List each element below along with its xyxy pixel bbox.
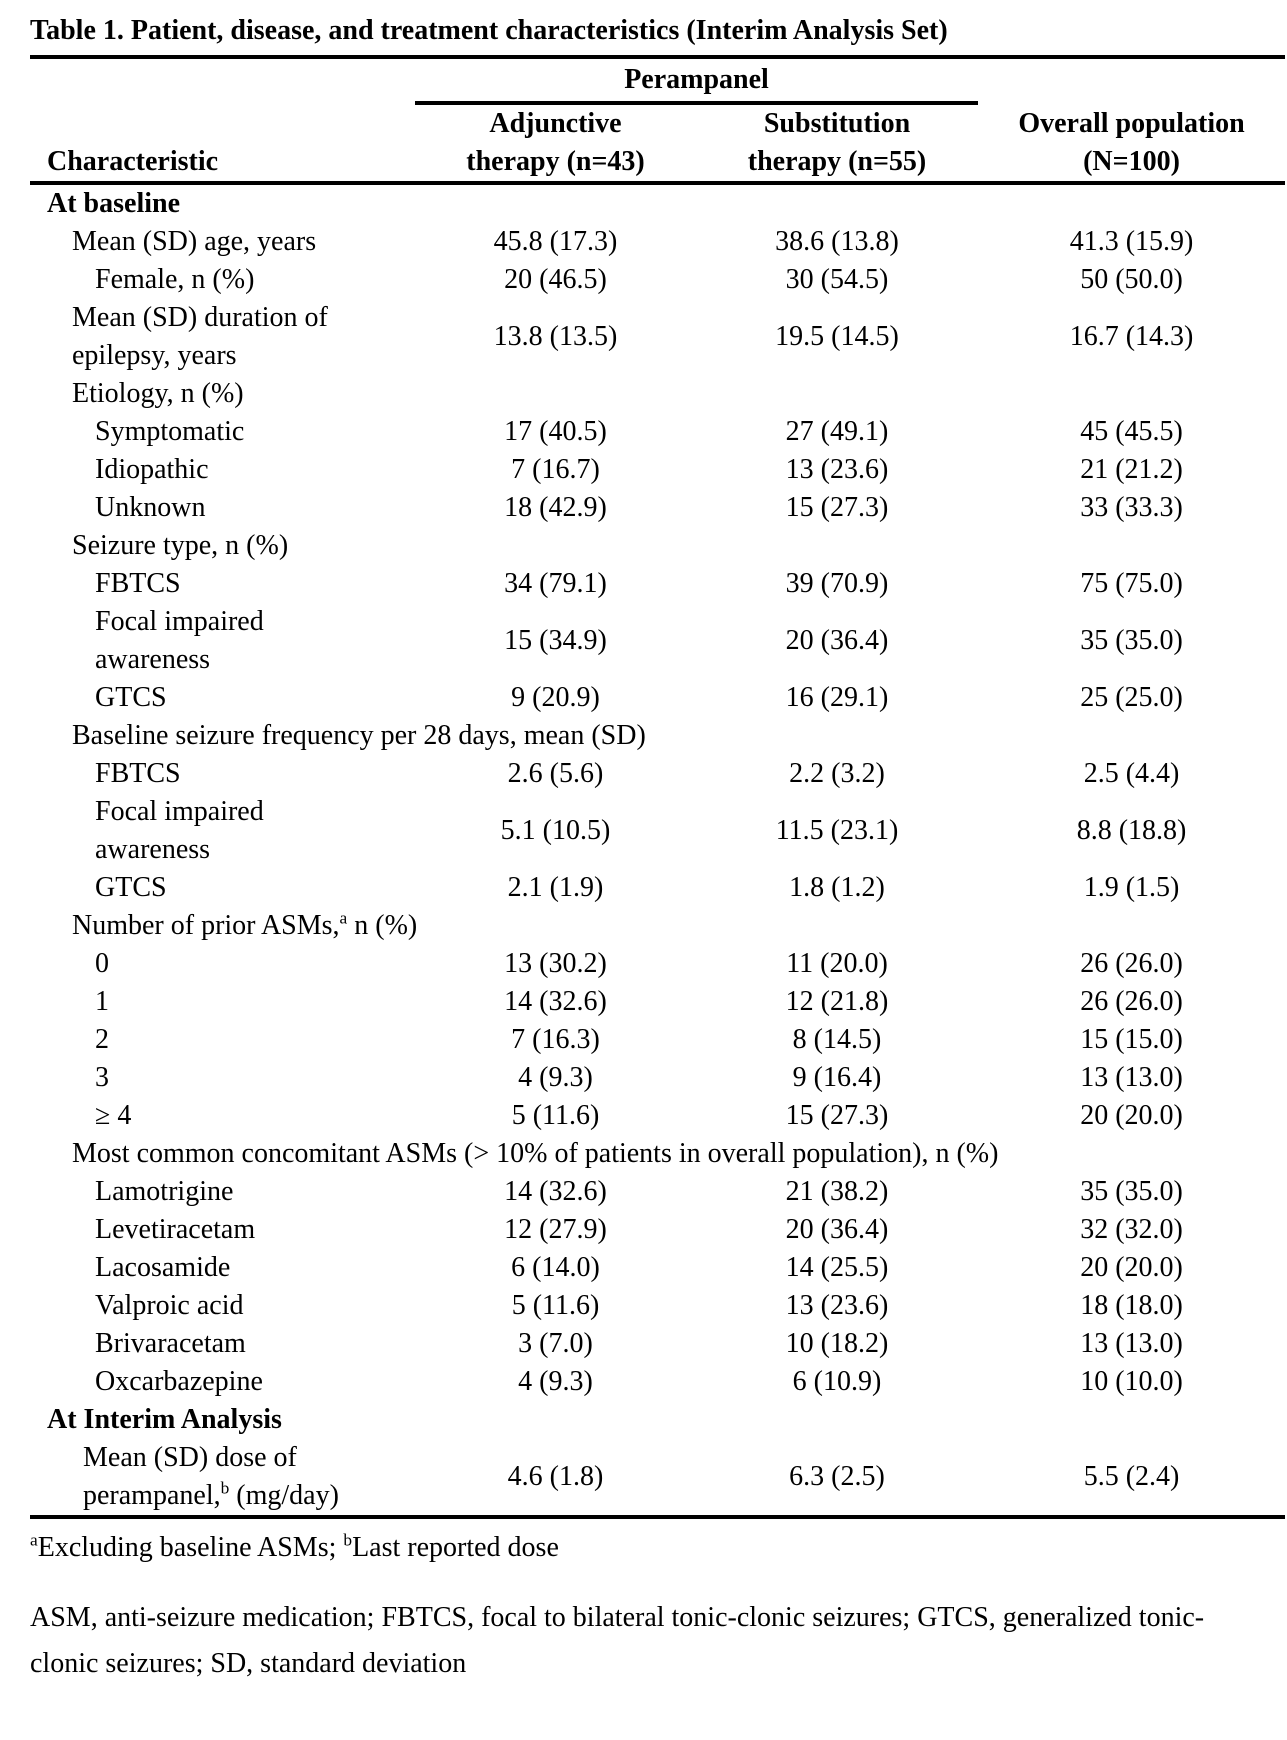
- cell-value: 27 (49.1): [785, 416, 889, 447]
- cell-value: 2.2 (3.2): [789, 758, 885, 789]
- cell-value: 17 (40.5): [504, 416, 607, 447]
- cell-value: 34 (79.1): [504, 568, 607, 599]
- cell-value: 33 (33.3): [1080, 492, 1183, 523]
- cell-value: 21 (21.2): [1080, 454, 1183, 485]
- cell-value: 26 (26.0): [1080, 948, 1183, 979]
- row-label: 3: [95, 1062, 109, 1093]
- cell-value: 12 (21.8): [785, 986, 889, 1017]
- characteristics-table: [30, 55, 1285, 1519]
- table-row: [30, 261, 1285, 299]
- spanner-spacer-left: [30, 57, 415, 103]
- cell-value: 38.6 (13.8): [775, 226, 899, 257]
- cell-value: 12 (27.9): [504, 1214, 607, 1245]
- table-row: [30, 945, 1285, 983]
- footnote-marker-sup: a: [30, 1530, 38, 1550]
- cell-value: 14 (32.6): [504, 1176, 607, 1207]
- row-label: Etiology, n (%): [72, 378, 244, 409]
- row-label: FBTCS: [95, 758, 181, 789]
- row-label: ≥ 4: [95, 1100, 132, 1131]
- overall-line2: (N=100): [1083, 146, 1180, 177]
- table-row: [30, 565, 1285, 603]
- table-row: [30, 1135, 1285, 1173]
- row-label: Oxcarbazepine: [95, 1366, 263, 1397]
- column-header-adjunctive: [415, 103, 696, 183]
- cell-value: 20 (20.0): [1080, 1252, 1183, 1283]
- table-row: [30, 603, 1285, 679]
- table-row: [30, 489, 1285, 527]
- table-row: [30, 907, 1285, 945]
- cell-value: 41.3 (15.9): [1069, 226, 1194, 257]
- row-label: GTCS: [95, 682, 167, 713]
- cell-value: 4 (9.3): [518, 1366, 593, 1397]
- cell-value: 6 (14.0): [511, 1252, 600, 1283]
- table-row: [30, 1211, 1285, 1249]
- cell-value: 2.6 (5.6): [507, 758, 604, 789]
- row-label: Valproic acid: [95, 1290, 244, 1321]
- table-header: [30, 57, 1285, 183]
- cell-value: 10 (10.0): [1080, 1366, 1183, 1397]
- cell-value: 35 (35.0): [1080, 625, 1183, 656]
- row-label: Female, n (%): [95, 264, 255, 295]
- cell-value: 15 (27.3): [785, 492, 889, 523]
- row-label: Mean (SD) age, years: [72, 226, 317, 257]
- cell-value: 14 (32.6): [504, 986, 607, 1017]
- cell-value: 16.7 (14.3): [1069, 321, 1194, 352]
- cell-value: 39 (70.9): [785, 568, 889, 599]
- row-label: Mean (SD) dose of perampanel,$^b$ (mg/day): [83, 1442, 339, 1511]
- row-label: Seizure type, n (%): [72, 530, 289, 561]
- table-row: [30, 679, 1285, 717]
- cell-value: 45.8 (17.3): [493, 226, 618, 257]
- cell-value: 1.8 (1.2): [789, 872, 885, 903]
- cell-value: 75 (75.0): [1080, 568, 1183, 599]
- cell-value: 16 (29.1): [785, 682, 889, 713]
- footnote-marker-sup: b: [343, 1530, 353, 1550]
- cell-value: 5.1 (10.5): [500, 815, 611, 846]
- footnote-markers: $^a$Excluding baseline ASMs; $^b$Last reported dose: [30, 1530, 559, 1563]
- cell-value: 18 (42.9): [504, 492, 607, 523]
- cell-value: 6.3 (2.5): [789, 1461, 885, 1492]
- row-label: Lamotrigine: [95, 1176, 234, 1207]
- cell-value: 18 (18.0): [1080, 1290, 1183, 1321]
- substitution-line1: Substitution: [763, 108, 911, 139]
- row-label: 0: [95, 948, 109, 979]
- spanner-spacer-right: [978, 57, 1285, 103]
- cell-value: 7 (16.7): [511, 454, 600, 485]
- cell-value: 15 (15.0): [1080, 1024, 1183, 1055]
- cell-value: 45 (45.5): [1080, 416, 1183, 447]
- table-row: [30, 1325, 1285, 1363]
- cell-value: 20 (36.4): [785, 1214, 889, 1245]
- cell-value: 19.5 (14.5): [775, 321, 899, 352]
- adjunctive-line1: Adjunctive: [489, 108, 622, 139]
- cell-value: 20 (20.0): [1080, 1100, 1183, 1131]
- table-row: [30, 1249, 1285, 1287]
- cell-value: 25 (25.0): [1080, 682, 1183, 713]
- table-row: [30, 983, 1285, 1021]
- row-label: Levetiracetam: [95, 1214, 256, 1245]
- row-label: Symptomatic: [95, 416, 245, 447]
- row-label: FBTCS: [95, 568, 181, 599]
- cell-value: 20 (36.4): [785, 625, 889, 656]
- row-label: Lacosamide: [95, 1252, 231, 1283]
- perampanel-group-header: Perampanel: [415, 57, 978, 103]
- column-header-substitution: [696, 103, 978, 183]
- row-label: Focal impaired awareness: [95, 606, 264, 675]
- table-row: [30, 1021, 1285, 1059]
- table-row: [30, 223, 1285, 261]
- row-label: At Interim Analysis: [47, 1404, 282, 1435]
- table-row: [30, 717, 1285, 755]
- table-row: [30, 451, 1285, 489]
- row-label: Idiopathic: [95, 454, 209, 485]
- table-title: Table 1. Patient, disease, and treatment characteristics (Interim Analysis Set): [30, 15, 948, 46]
- row-label: At baseline: [47, 188, 180, 219]
- table-row: [30, 413, 1285, 451]
- row-label: Unknown: [95, 492, 206, 523]
- column-header-row: [30, 103, 1285, 183]
- cell-value: 2.1 (1.9): [507, 872, 604, 903]
- table-row: [30, 755, 1285, 793]
- cell-value: 5.5 (2.4): [1083, 1461, 1180, 1492]
- cell-value: 7 (16.3): [511, 1024, 600, 1055]
- footnote-marker-sup: b: [220, 1478, 230, 1498]
- table-row: [30, 183, 1285, 223]
- cell-value: 26 (26.0): [1080, 986, 1183, 1017]
- cell-value: 9 (20.9): [511, 682, 600, 713]
- cell-value: 13 (23.6): [785, 1290, 889, 1321]
- spanner-row: [30, 57, 1285, 103]
- cell-value: 50 (50.0): [1080, 264, 1183, 295]
- table-row: [30, 527, 1285, 565]
- cell-value: 3 (7.0): [518, 1328, 593, 1359]
- row-label: Mean (SD) duration of epilepsy, years: [72, 302, 328, 371]
- table-row: [30, 1401, 1285, 1439]
- row-label: Number of prior ASMs,$^a$ n (%): [72, 908, 418, 941]
- cell-value: 4.6 (1.8): [507, 1461, 604, 1492]
- cell-value: 8.8 (18.8): [1076, 815, 1187, 846]
- cell-value: 15 (34.9): [504, 625, 607, 656]
- overall-line1: Overall population: [1018, 108, 1245, 139]
- cell-value: 1.9 (1.5): [1083, 872, 1180, 903]
- row-label: Brivaracetam: [95, 1328, 246, 1359]
- abbreviations-footnote: ASM, anti-seizure medication; FBTCS, focal to bilateral tonic-clonic seizures; GTCS, generalized tonic-clonic seizures; SD, standard deviation: [30, 1602, 1205, 1679]
- cell-value: 11.5 (23.1): [775, 815, 899, 846]
- cell-value: 8 (14.5): [792, 1024, 882, 1055]
- table-row: [30, 793, 1285, 869]
- cell-value: 35 (35.0): [1080, 1176, 1183, 1207]
- row-label: Focal impaired awareness: [95, 796, 264, 865]
- cell-value: 5 (11.6): [511, 1290, 600, 1321]
- cell-value: 32 (32.0): [1080, 1214, 1183, 1245]
- substitution-line2: therapy (n=55): [747, 146, 927, 177]
- row-label: Most common concomitant ASMs (> 10% of patients in overall population), n (%): [72, 1138, 999, 1169]
- cell-value: 11 (20.0): [786, 948, 888, 979]
- adjunctive-line2: therapy (n=43): [466, 146, 645, 177]
- table-row: [30, 375, 1285, 413]
- cell-value: 2.5 (4.4): [1083, 758, 1180, 789]
- cell-value: 21 (38.2): [785, 1176, 889, 1207]
- characteristic-label: Characteristic: [47, 146, 219, 177]
- table-row: [30, 1173, 1285, 1211]
- cell-value: 9 (16.4): [792, 1062, 882, 1093]
- table-row: [30, 1097, 1285, 1135]
- row-label: 2: [95, 1024, 109, 1055]
- cell-value: 6 (10.9): [792, 1366, 882, 1397]
- table-row: [30, 299, 1285, 375]
- cell-value: 4 (9.3): [518, 1062, 593, 1093]
- cell-value: 13 (30.2): [504, 948, 607, 979]
- column-header-overall: [978, 103, 1285, 183]
- table-row: [30, 1287, 1285, 1325]
- cell-value: 10 (18.2): [785, 1328, 889, 1359]
- table-row: [30, 869, 1285, 907]
- row-label: Baseline seizure frequency per 28 days, mean (SD): [72, 720, 646, 751]
- cell-value: 13 (13.0): [1080, 1328, 1183, 1359]
- row-label: 1: [95, 986, 109, 1017]
- cell-value: 13.8 (13.5): [493, 321, 618, 352]
- cell-value: 13 (13.0): [1080, 1062, 1183, 1093]
- table-body: [30, 183, 1285, 1517]
- column-header-characteristic: [30, 103, 415, 183]
- table-row: [30, 1363, 1285, 1401]
- footnote-marker-sup: a: [339, 908, 348, 928]
- row-label: GTCS: [95, 872, 167, 903]
- cell-value: 15 (27.3): [785, 1100, 889, 1131]
- cell-value: 13 (23.6): [785, 454, 889, 485]
- table-row: [30, 1439, 1285, 1517]
- cell-value: 14 (25.5): [785, 1252, 889, 1283]
- cell-value: 5 (11.6): [511, 1100, 600, 1131]
- cell-value: 20 (46.5): [504, 264, 607, 295]
- cell-value: 30 (54.5): [785, 264, 889, 295]
- table-row: [30, 1059, 1285, 1097]
